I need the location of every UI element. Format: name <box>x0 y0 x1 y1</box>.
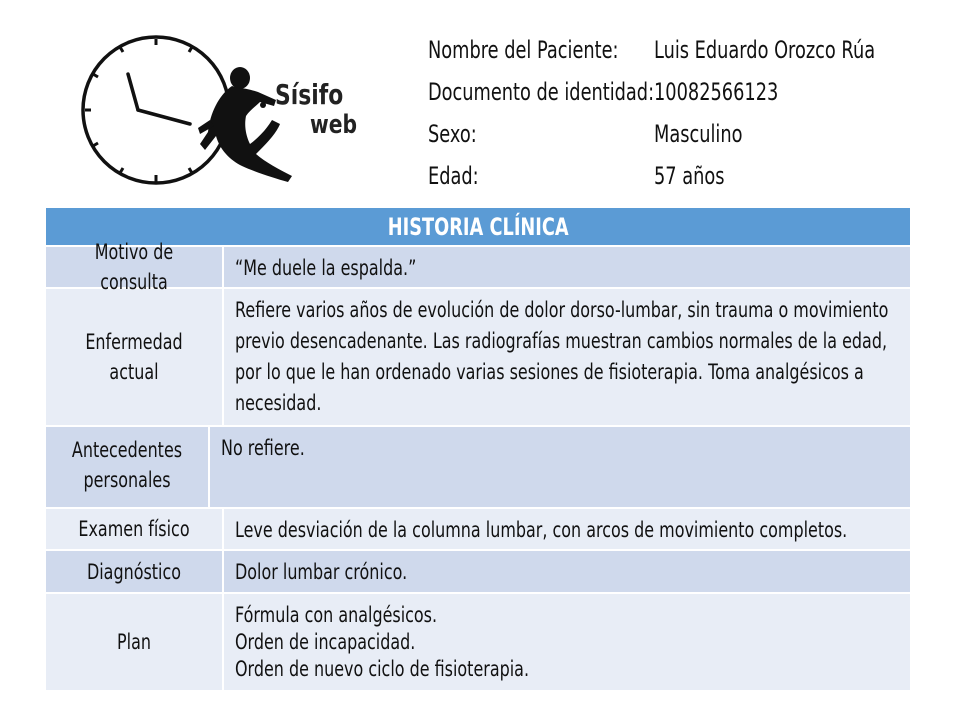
row-label-cell <box>46 551 224 592</box>
row-label-cell <box>46 289 224 425</box>
table-row-motivo <box>46 240 910 294</box>
clock-tick <box>93 74 98 77</box>
patient-age-label: Edad: <box>428 162 479 190</box>
clock-tick <box>120 168 123 173</box>
row-value-cell <box>224 247 956 287</box>
row-label: Enfermedad actual <box>85 330 183 384</box>
patient-id-label: Documento de identidad: <box>428 78 655 106</box>
patient-id-value: 10082566123 <box>654 78 779 106</box>
patient-sex-row <box>428 114 928 156</box>
row-value: Dolor lumbar crónico. <box>235 560 408 584</box>
row-value: No refiere. <box>221 436 305 460</box>
clock-tick <box>189 47 192 52</box>
plan-line: Fórmula con analgésicos. <box>235 603 438 627</box>
patient-name-value: Luis Eduardo Orozco Rúa <box>654 36 876 64</box>
clock-tick <box>93 143 98 146</box>
clock-face <box>83 37 229 183</box>
row-value-cell <box>224 594 910 690</box>
patient-sex-value: Masculino <box>654 120 743 148</box>
row-label: Motivo de consulta <box>94 240 174 294</box>
row-value: “Me duele la espalda.” <box>235 256 417 280</box>
patient-sex-label: Sexo: <box>428 120 477 148</box>
clock-hour-hand <box>128 74 138 110</box>
row-label-cell <box>46 594 224 690</box>
brand-name-line1: Sísifo <box>275 78 344 111</box>
row-value: Refiere varios años de evolución de dolor dorso-lumbar, sin trauma o movimiento previo desencadenante. Las radiografías muestran cambios normales de la edad, por lo que le han ordenado varias sesiones de fisioterapia. Toma analgésicos a necesidad. <box>235 298 889 415</box>
row-label-cell <box>46 509 224 549</box>
brand-name-line2: web <box>310 110 358 140</box>
row-value-cell <box>224 551 956 592</box>
row-label: Antecedentes personales <box>71 438 183 492</box>
patient-name-label: Nombre del Paciente: <box>428 36 619 64</box>
row-value-cell <box>224 509 956 549</box>
patient-age-row <box>428 156 928 198</box>
table-row-antecedentes <box>46 427 910 509</box>
row-label: Plan <box>117 630 151 654</box>
table-row-examen <box>46 509 910 551</box>
plan-line: Orden de nuevo ciclo de fisioterapia. <box>235 657 530 681</box>
table-row-enfermedad <box>46 289 910 427</box>
patient-info <box>428 30 928 198</box>
patient-age-value: 57 años <box>654 162 725 190</box>
clock-tick <box>120 47 123 52</box>
clock-minute-hand <box>138 110 190 124</box>
patient-id-row <box>428 72 928 114</box>
table-title: HISTORIA CLÍNICA <box>387 213 569 241</box>
table-row-plan <box>46 594 910 692</box>
row-label-cell <box>46 427 210 507</box>
clock-tick <box>189 168 192 173</box>
patient-name-row <box>428 30 928 72</box>
clinical-history-table <box>46 208 910 692</box>
sisifo-web-logo <box>60 32 360 192</box>
plan-line: Orden de incapacidad. <box>235 630 416 654</box>
table-row-diagnostico <box>46 551 910 594</box>
row-value: Leve desviación de la columna lumbar, con arcos de movimiento completos. <box>235 518 848 542</box>
row-value-cell <box>224 289 956 425</box>
row-label-cell <box>46 240 224 294</box>
row-value-cell <box>210 427 956 507</box>
row-label: Examen físico <box>78 517 190 541</box>
row-label: Diagnóstico <box>86 559 182 584</box>
